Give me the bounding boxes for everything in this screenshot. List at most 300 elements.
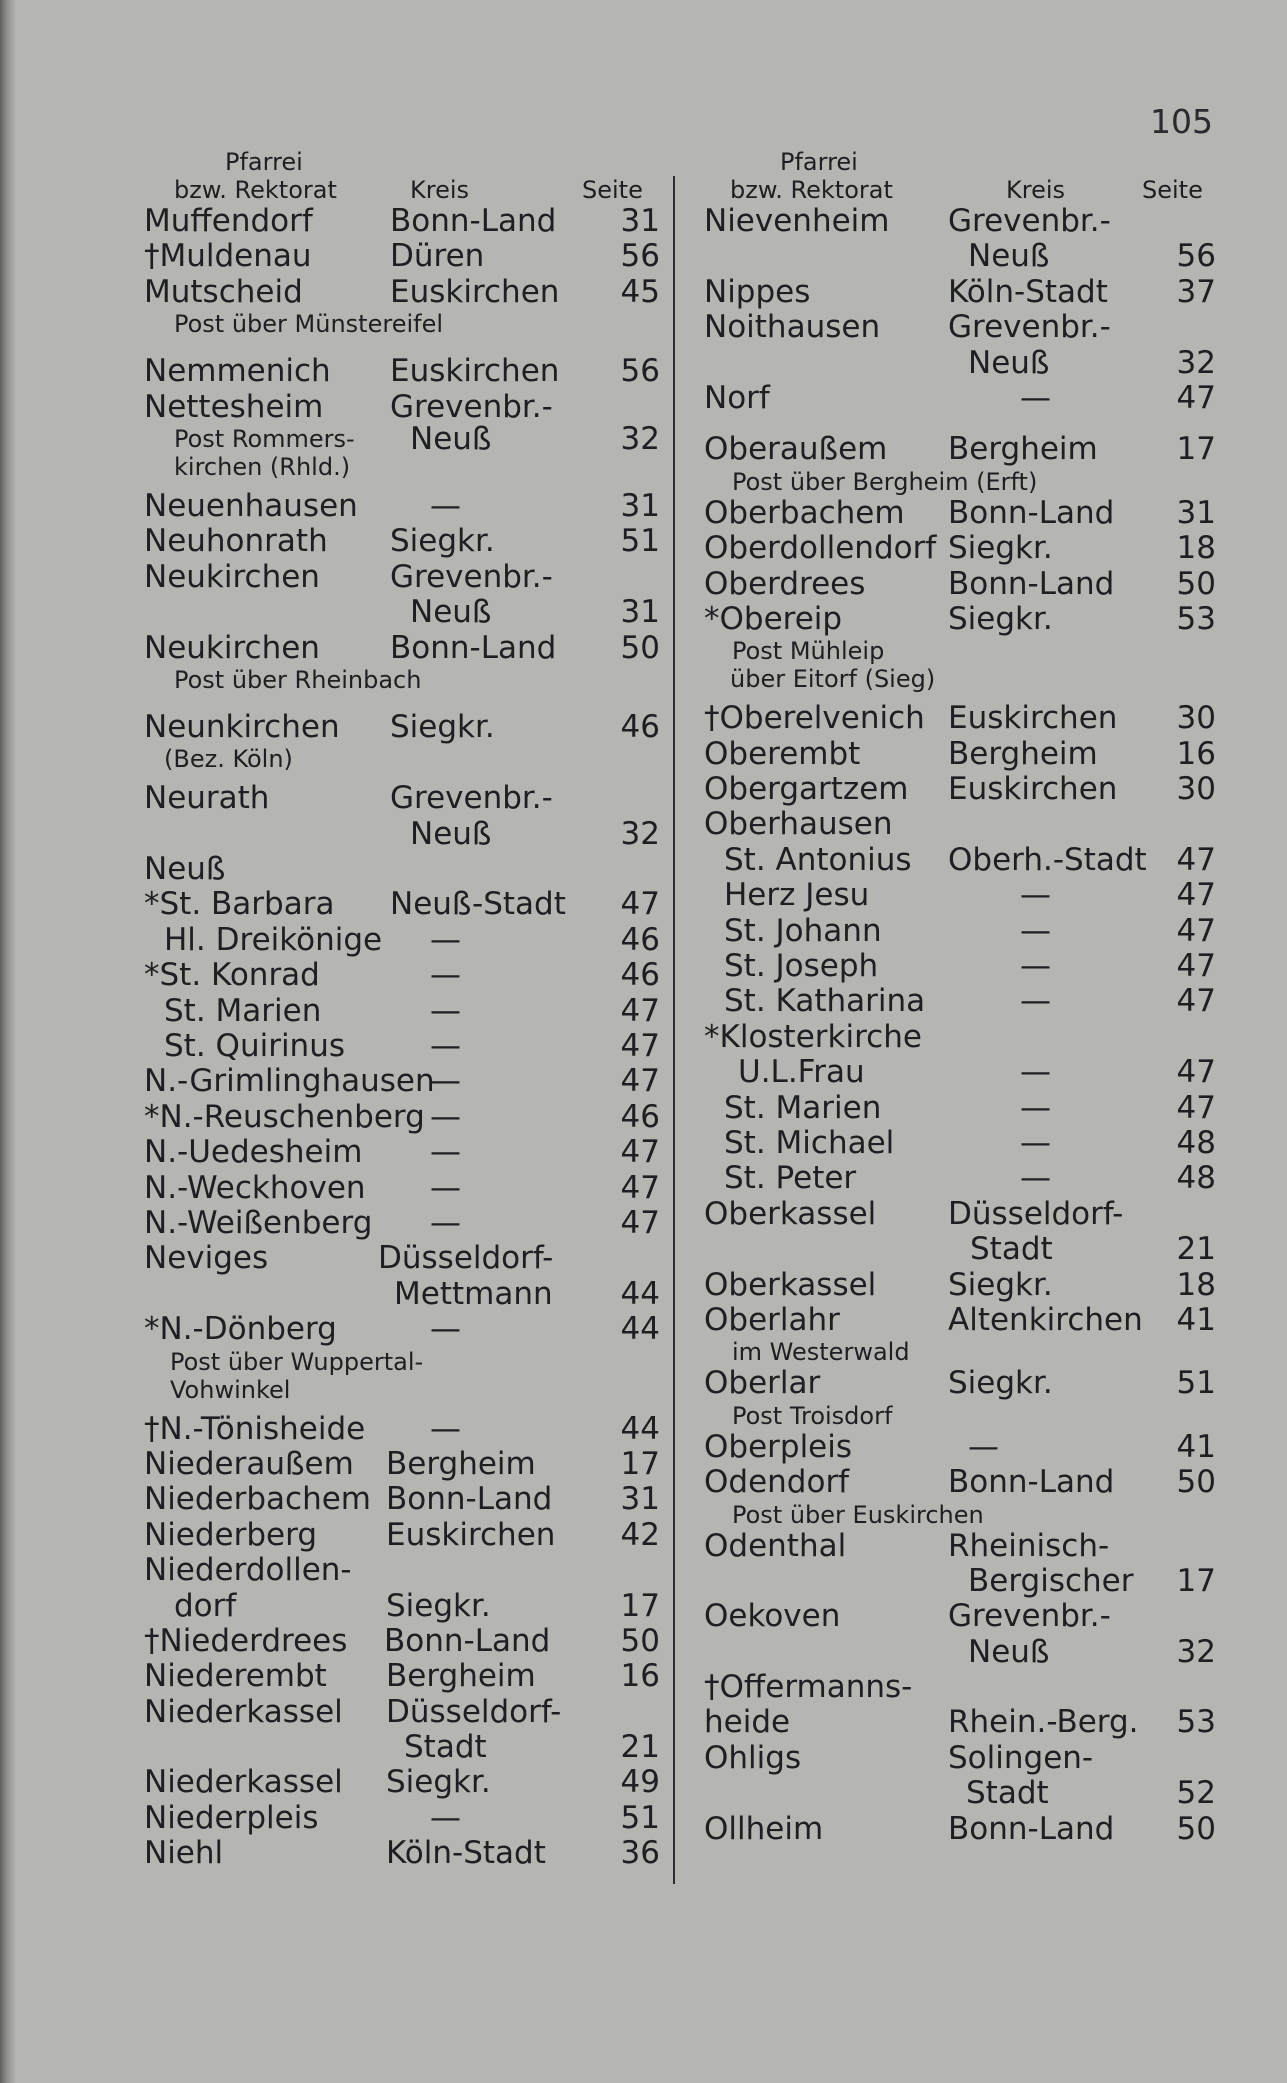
entry-seite: 31: [1176, 494, 1216, 531]
note-text: (Bez. Köln): [164, 745, 293, 774]
list-item: [140, 923, 660, 958]
entry-seite: 41: [1176, 1428, 1216, 1465]
entry-name: Nippes: [704, 273, 811, 310]
entry-kreis: —: [1020, 948, 1051, 985]
list-item: [140, 420, 660, 457]
entry-seite: 47: [620, 992, 660, 1029]
list-item: [700, 1564, 1220, 1599]
entry-name: N.-Uedesheim: [144, 1134, 363, 1171]
list-item: [140, 1482, 660, 1517]
entry-seite: 16: [1176, 735, 1216, 772]
list-item: [700, 701, 1220, 736]
entry-kreis: Siegkr.: [386, 1587, 491, 1624]
note-text: Post über Euskirchen: [732, 1500, 984, 1529]
list-item: [700, 1303, 1220, 1338]
entry-seite: 36: [620, 1835, 660, 1872]
entry-name: Nievenheim: [704, 203, 890, 239]
entry-name: †N.-Tönisheide: [144, 1410, 366, 1447]
entry-kreis: Neuß: [410, 594, 492, 631]
entry-kreis: Siegkr.: [948, 1266, 1053, 1303]
entry-seite: 18: [1176, 1266, 1216, 1303]
entry-name: Neukirchen: [144, 629, 320, 666]
note-text: Vohwinkel: [170, 1375, 291, 1404]
entry-seite: 50: [620, 1622, 660, 1659]
entry-kreis: Bonn-Land: [384, 1622, 551, 1659]
list-item: [700, 239, 1220, 274]
entry-name: Oberkassel: [704, 1266, 877, 1303]
entry-name: Niederaußem: [144, 1445, 354, 1482]
entry-name: *N.-Dönberg: [144, 1311, 337, 1348]
list-item: [140, 1836, 660, 1871]
list-item: [140, 560, 660, 595]
page-number: 105: [1150, 102, 1213, 141]
entry-kreis: —: [430, 1799, 461, 1836]
header-pfarrei: Pfarrei: [780, 148, 858, 176]
entry-note: [700, 468, 1220, 496]
list-item: [140, 524, 660, 559]
entry-kreis: —: [1020, 1124, 1051, 1161]
entry-name: St. Peter: [724, 1160, 857, 1197]
note-text: Post Troisdorf: [732, 1401, 893, 1430]
entry-seite: 46: [620, 708, 660, 745]
list-item: [700, 984, 1220, 1019]
entry-kreis: Rhein.-Berg.: [948, 1704, 1139, 1741]
entry-kreis: Düren: [390, 238, 485, 275]
entry-kreis: Düsseldorf-: [378, 1240, 554, 1277]
entry-seite: 47: [620, 1169, 660, 1206]
entry-seite: 50: [1176, 1464, 1216, 1501]
entry-kreis: Bergheim: [948, 431, 1098, 468]
list-item: [700, 1635, 1220, 1670]
entry-seite: 48: [1176, 1160, 1216, 1197]
entry-kreis: Bonn-Land: [948, 1464, 1115, 1501]
entry-kreis: Bonn-Land: [390, 203, 557, 239]
entry-seite: 31: [620, 203, 660, 239]
entry-kreis: —: [430, 1098, 461, 1135]
entry-name: N.-Weißenberg: [144, 1204, 373, 1241]
entry-seite: 47: [1176, 841, 1216, 878]
entry-name: Nettesheim: [144, 388, 324, 425]
list-item: [700, 1232, 1220, 1267]
entry-note: [700, 1501, 1220, 1529]
entry-name: Niederpleis: [144, 1799, 319, 1836]
entry-kreis: Siegkr.: [948, 1365, 1053, 1402]
entry-seite: 47: [1176, 983, 1216, 1020]
page-edge: [0, 0, 16, 2083]
entry-name: Oberbachem: [704, 494, 905, 531]
entry-kreis: Bergheim: [948, 735, 1098, 772]
entry-kreis: —: [430, 1063, 461, 1100]
entry-kreis: Oberh.-Stadt: [948, 841, 1147, 878]
entry-name: Neurath: [144, 780, 270, 817]
entry-seite: 17: [620, 1445, 660, 1482]
entry-kreis: Euskirchen: [948, 700, 1118, 737]
entry-seite: 53: [1176, 600, 1216, 637]
entry-note: [140, 1348, 660, 1376]
entry-kreis: Bergheim: [386, 1445, 536, 1482]
entry-name: Niederkassel: [144, 1764, 343, 1801]
list-item: [140, 1730, 660, 1765]
entry-name: Oekoven: [704, 1598, 841, 1635]
entry-kreis: —: [430, 957, 461, 994]
entry-kreis: Siegkr.: [390, 523, 495, 560]
entry-seite: 47: [620, 1204, 660, 1241]
entry-name: Neukirchen: [144, 558, 320, 595]
entry-seite: 17: [1176, 431, 1216, 468]
entry-kreis: Euskirchen: [390, 353, 560, 390]
entry-kreis: Neuß-Stadt: [390, 886, 566, 923]
entry-kreis: Köln-Stadt: [948, 273, 1108, 310]
entry-seite: 31: [620, 1481, 660, 1518]
left-column: [140, 148, 660, 1872]
entry-seite: 50: [1176, 565, 1216, 602]
entry-kreis: Bergischer: [968, 1562, 1134, 1599]
entry-seite: 56: [620, 238, 660, 275]
list-item: [700, 275, 1220, 310]
entry-seite: 47: [1176, 1089, 1216, 1126]
entry-kreis: Stadt: [404, 1729, 487, 1766]
list-item: [700, 1268, 1220, 1303]
entry-name: Neuß: [144, 851, 226, 888]
entry-name: Neuhonrath: [144, 523, 328, 560]
list-item: [700, 1430, 1220, 1465]
entry-kreis: Grevenbr.-: [948, 309, 1111, 346]
list-item: [700, 1599, 1220, 1634]
entry-name: †Muldenau: [144, 238, 312, 275]
entry-name: Oberlar: [704, 1365, 821, 1402]
list-item: [140, 1100, 660, 1135]
entry-name: *Klosterkirche: [704, 1018, 922, 1055]
entry-name: Niederkassel: [144, 1693, 343, 1730]
list-item: [140, 1765, 660, 1800]
list-item: [700, 432, 1220, 467]
entry-name: Oberdollendorf: [704, 530, 937, 567]
entry-name: Niederembt: [144, 1658, 327, 1695]
list-item: [700, 346, 1220, 381]
list-item: [700, 737, 1220, 772]
entry-seite: 47: [1176, 379, 1216, 416]
entry-seite: 32: [1176, 344, 1216, 381]
entry-kreis: —: [430, 992, 461, 1029]
note-text: Post über Wuppertal-: [170, 1347, 424, 1376]
entry-name: N.-Grimlinghausen: [144, 1063, 435, 1100]
list-item: [140, 1553, 660, 1588]
entry-kreis: —: [1020, 912, 1051, 949]
entry-name: dorf: [174, 1587, 237, 1624]
right-column: [700, 148, 1220, 1847]
entry-kreis: Düsseldorf-: [386, 1693, 562, 1730]
entry-seite: 21: [1176, 1231, 1216, 1268]
entry-seite: 50: [1176, 1810, 1216, 1847]
entry-seite: 32: [620, 420, 660, 457]
header-seite: Seite: [582, 176, 643, 204]
entry-name: †Niederdrees: [144, 1622, 348, 1659]
entry-name: Niederberg: [144, 1516, 317, 1553]
entry-note: [140, 745, 660, 773]
list-item: [140, 781, 660, 816]
list-item: [140, 1518, 660, 1553]
entry-name: Niederbachem: [144, 1481, 372, 1518]
entry-seite: 30: [1176, 771, 1216, 808]
entry-seite: 37: [1176, 273, 1216, 310]
list-item: [700, 381, 1220, 416]
list-item: [140, 817, 660, 852]
entry-name: †Oberelvenich: [704, 700, 925, 737]
entry-name: Odenthal: [704, 1527, 847, 1564]
entry-name: N.-Weckhoven: [144, 1169, 366, 1206]
entry-name: Oberlahr: [704, 1301, 840, 1338]
entry-name: St. Joseph: [724, 948, 879, 985]
entry-kreis: —: [1020, 1089, 1051, 1126]
entry-kreis: Neuß: [968, 1633, 1050, 1670]
note-text: Post über Rheinbach: [174, 665, 422, 694]
header-pfarrei: Pfarrei: [225, 148, 303, 176]
entry-kreis: Siegkr.: [386, 1764, 491, 1801]
list-item: [140, 631, 660, 666]
column-divider: [673, 176, 675, 1884]
entry-note: [700, 665, 1220, 693]
list-item: [700, 1776, 1220, 1811]
entry-name: St. Katharina: [724, 983, 926, 1020]
entry-kreis: —: [1020, 983, 1051, 1020]
entry-seite: 46: [620, 957, 660, 994]
list-item: [700, 1197, 1220, 1232]
entry-note: [140, 310, 660, 338]
entry-seite: 50: [620, 629, 660, 666]
list-item: [700, 1126, 1220, 1161]
entry-seite: 44: [620, 1410, 660, 1447]
entry-name: *St. Konrad: [144, 957, 320, 994]
entry-name: Oberkassel: [704, 1195, 877, 1232]
entry-note: [700, 1338, 1220, 1366]
entry-seite: 32: [620, 815, 660, 852]
entry-seite: 47: [1176, 912, 1216, 949]
entry-seite: 52: [1176, 1775, 1216, 1812]
entry-name: Oberdrees: [704, 565, 866, 602]
list-item: [700, 807, 1220, 842]
entry-name: †Offermanns-: [704, 1669, 913, 1706]
note-text: im Westerwald: [732, 1338, 910, 1367]
entry-seite: 56: [1176, 238, 1216, 275]
entry-name: Oberhausen: [704, 806, 893, 843]
entry-kreis: Bonn-Land: [390, 629, 557, 666]
entry-kreis: —: [968, 1428, 999, 1465]
entry-seite: 45: [620, 273, 660, 310]
entry-seite: 47: [1176, 1054, 1216, 1091]
entry-kreis: Rheinisch-: [948, 1527, 1110, 1564]
column-header: [140, 148, 660, 204]
entry-seite: 17: [620, 1587, 660, 1624]
entry-note: [140, 666, 660, 694]
entry-name: Oberpleis: [704, 1428, 853, 1465]
entry-kreis: Neuß: [968, 238, 1050, 275]
list-item: [140, 1412, 660, 1447]
note-text: über Eitorf (Sieg): [730, 665, 936, 694]
entry-seite: 47: [620, 886, 660, 923]
entry-name: St. Quirinus: [164, 1028, 346, 1065]
entry-kreis: Euskirchen: [948, 771, 1118, 808]
entry-kreis: Euskirchen: [386, 1516, 556, 1553]
entry-kreis: —: [430, 921, 461, 958]
entry-kreis: Altenkirchen: [948, 1301, 1143, 1338]
entry-name: Noithausen: [704, 309, 881, 346]
entry-kreis: Grevenbr.-: [390, 780, 553, 817]
entry-name: Obergartzem: [704, 771, 909, 808]
entry-name: Neviges: [144, 1240, 269, 1277]
entry-seite: 48: [1176, 1124, 1216, 1161]
entry-kreis: —: [430, 487, 461, 524]
spacer: [700, 416, 1220, 432]
list-item: [140, 1447, 660, 1482]
list-item: [700, 878, 1220, 913]
entry-name: Ohligs: [704, 1739, 802, 1776]
entry-seite: 46: [620, 1098, 660, 1135]
list-item: [700, 204, 1220, 239]
entry-seite: 47: [620, 1063, 660, 1100]
entry-kreis: —: [1020, 1160, 1051, 1197]
entry-name: Odendorf: [704, 1464, 850, 1501]
entry-kreis: —: [1020, 379, 1051, 416]
entry-name: *Obereip: [704, 600, 843, 637]
entry-kreis: Siegkr.: [948, 530, 1053, 567]
entry-name: Niehl: [144, 1835, 224, 1872]
note-text: Post über Bergheim (Erft): [732, 467, 1038, 496]
entry-seite: 47: [620, 1028, 660, 1065]
entry-seite: 17: [1176, 1562, 1216, 1599]
entry-kreis: —: [430, 1311, 461, 1348]
entry-seite: 32: [1176, 1633, 1216, 1670]
list-item: [700, 496, 1220, 531]
list-item: [700, 1705, 1220, 1740]
list-item: [140, 354, 660, 389]
list-item: [700, 843, 1220, 878]
list-item: [140, 1206, 660, 1241]
list-item: [700, 1670, 1220, 1705]
list-item: [700, 310, 1220, 345]
entry-name: Muffendorf: [144, 203, 313, 239]
note-text: Post über Münstereifel: [174, 310, 444, 339]
entry-seite: 49: [620, 1764, 660, 1801]
entry-name: Norf: [704, 379, 770, 416]
entry-name: St. Marien: [724, 1089, 882, 1126]
entry-kreis: —: [430, 1028, 461, 1065]
entry-seite: 47: [1176, 948, 1216, 985]
list-item: [140, 958, 660, 993]
header-rektorat: bzw. Rektorat: [730, 176, 893, 204]
list-item: [140, 1029, 660, 1064]
entry-seite: 30: [1176, 700, 1216, 737]
entry-seite: 51: [620, 523, 660, 560]
entry-kreis: Düsseldorf-: [948, 1195, 1124, 1232]
list-item: [140, 1312, 660, 1347]
entry-name: *N.-Reuschenberg: [144, 1098, 425, 1135]
entry-note: [700, 637, 1220, 665]
entry-kreis: —: [1020, 1054, 1051, 1091]
entry-note: [700, 1402, 1220, 1430]
note-text: Post Rommers-: [174, 424, 355, 453]
entry-name: Nemmenich: [144, 353, 331, 390]
list-item: [700, 1366, 1220, 1401]
entry-kreis: Grevenbr.-: [390, 388, 553, 425]
entry-seite: 41: [1176, 1301, 1216, 1338]
header-kreis: Kreis: [1006, 176, 1066, 204]
entry-kreis: Bonn-Land: [948, 1810, 1115, 1847]
entry-seite: 44: [620, 1275, 660, 1312]
list-item: [140, 239, 660, 274]
entry-seite: 16: [620, 1658, 660, 1695]
list-item: [700, 531, 1220, 566]
entry-name: Oberembt: [704, 735, 861, 772]
list-item: [700, 772, 1220, 807]
entry-kreis: Stadt: [966, 1775, 1049, 1812]
entry-name: Neuenhausen: [144, 487, 358, 524]
header-seite: Seite: [1142, 176, 1203, 204]
entry-name: St. Michael: [724, 1124, 895, 1161]
entry-name: Oberaußem: [704, 431, 888, 468]
entry-name: Neunkirchen: [144, 708, 340, 745]
entry-kreis: —: [430, 1204, 461, 1241]
entry-name: St. Marien: [164, 992, 322, 1029]
entry-seite: 44: [620, 1311, 660, 1348]
entry-seite: 42: [620, 1516, 660, 1553]
entry-name: Herz Jesu: [724, 877, 870, 914]
entry-note: [140, 1376, 660, 1404]
entry-kreis: Grevenbr.-: [948, 203, 1111, 239]
list-item: [140, 1064, 660, 1099]
list-item: [700, 1020, 1220, 1055]
entry-kreis: Bonn-Land: [948, 565, 1115, 602]
list-item: [140, 887, 660, 922]
entry-note: [140, 453, 660, 481]
entry-kreis: Köln-Stadt: [386, 1835, 546, 1872]
column-header: [700, 148, 1220, 204]
entry-kreis: Neuß: [968, 344, 1050, 381]
entry-seite: 18: [1176, 530, 1216, 567]
entry-name: Niederdollen-: [144, 1552, 352, 1589]
entry-kreis: Siegkr.: [948, 600, 1053, 637]
list-item: [700, 602, 1220, 637]
entry-kreis: —: [430, 1410, 461, 1447]
list-item: [140, 1695, 660, 1730]
entry-kreis: —: [1020, 877, 1051, 914]
entry-kreis: Grevenbr.-: [390, 558, 553, 595]
entry-kreis: —: [430, 1134, 461, 1171]
entry-name: U.L.Frau: [738, 1054, 865, 1091]
entry-seite: 47: [620, 1134, 660, 1171]
list-item: [140, 1135, 660, 1170]
note-text: kirchen (Rhld.): [174, 452, 351, 481]
list-item: [700, 914, 1220, 949]
entry-name: Ollheim: [704, 1810, 824, 1847]
list-item: [700, 1812, 1220, 1847]
entry-name: Mutscheid: [144, 273, 303, 310]
entry-name: *St. Barbara: [144, 886, 335, 923]
list-item: [140, 275, 660, 310]
spacer: [140, 694, 660, 710]
note-text: Post Mühleip: [732, 637, 885, 666]
entry-name: St. Antonius: [724, 841, 912, 878]
entry-seite: 21: [620, 1729, 660, 1766]
entry-name: heide: [704, 1704, 791, 1741]
list-item: [140, 994, 660, 1029]
entry-name: St. Johann: [724, 912, 882, 949]
spacer: [140, 338, 660, 354]
entry-kreis: —: [430, 1169, 461, 1206]
entry-seite: 56: [620, 353, 660, 390]
entry-seite: 46: [620, 921, 660, 958]
entry-kreis: Euskirchen: [390, 273, 560, 310]
list-item: [140, 1801, 660, 1836]
